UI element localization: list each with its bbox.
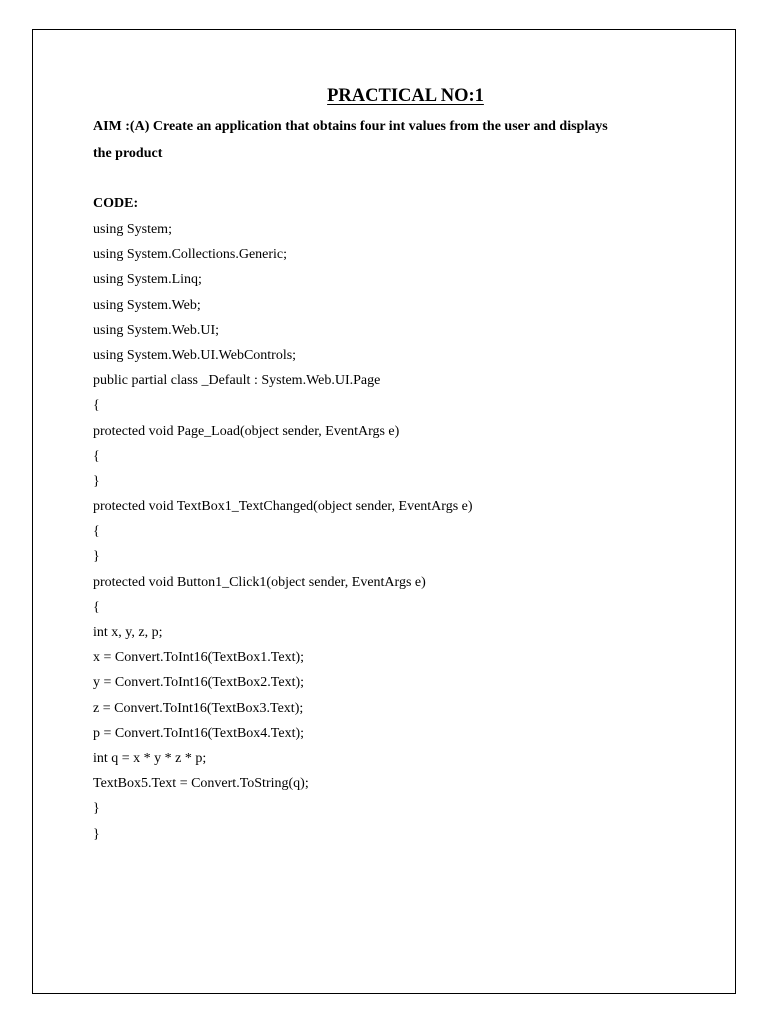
code-block	[93, 221, 713, 851]
code-line: {	[93, 398, 100, 414]
code-line: p = Convert.ToInt16(TextBox4.Text);	[93, 725, 305, 741]
code-heading: CODE:	[93, 196, 139, 211]
code-line: using System.Collections.Generic;	[93, 247, 288, 263]
code-line: y = Convert.ToInt16(TextBox2.Text);	[93, 675, 305, 691]
code-line: protected void TextBox1_TextChanged(object sender, EventArgs e)	[93, 499, 473, 515]
code-line: }	[93, 473, 100, 489]
code-line: using System;	[93, 222, 172, 237]
code-line: protected void Page_Load(object sender, EventArgs e)	[93, 423, 400, 439]
aim-text-line-1: AIM :(A) Create an application that obtains four int values from the user and displays	[93, 119, 608, 134]
code-line: protected void Button1_Click1(object sender, EventArgs e)	[93, 574, 426, 590]
code-line: }	[93, 826, 100, 842]
code-line: using System.Web;	[93, 297, 201, 313]
code-line: TextBox5.Text = Convert.ToString(q);	[93, 776, 309, 792]
code-line: using System.Linq;	[93, 272, 202, 288]
aim-text-line-2: the product	[93, 146, 163, 161]
page-title: PRACTICAL NO:1	[327, 86, 484, 106]
code-line: {	[93, 524, 100, 540]
code-line: int x, y, z, p;	[93, 625, 163, 640]
code-line: using System.Web.UI.WebControls;	[93, 347, 297, 363]
code-line: }	[93, 801, 100, 817]
code-line: using System.Web.UI;	[93, 322, 220, 338]
code-line: int q = x * y * z * p;	[93, 750, 207, 766]
code-line: x = Convert.ToInt16(TextBox1.Text);	[93, 650, 305, 666]
code-line: z = Convert.ToInt16(TextBox3.Text);	[93, 700, 304, 716]
code-line: {	[93, 599, 100, 615]
code-line: {	[93, 448, 100, 464]
code-line: public partial class _Default : System.Web.UI.Page	[93, 373, 381, 389]
code-line: }	[93, 549, 100, 565]
